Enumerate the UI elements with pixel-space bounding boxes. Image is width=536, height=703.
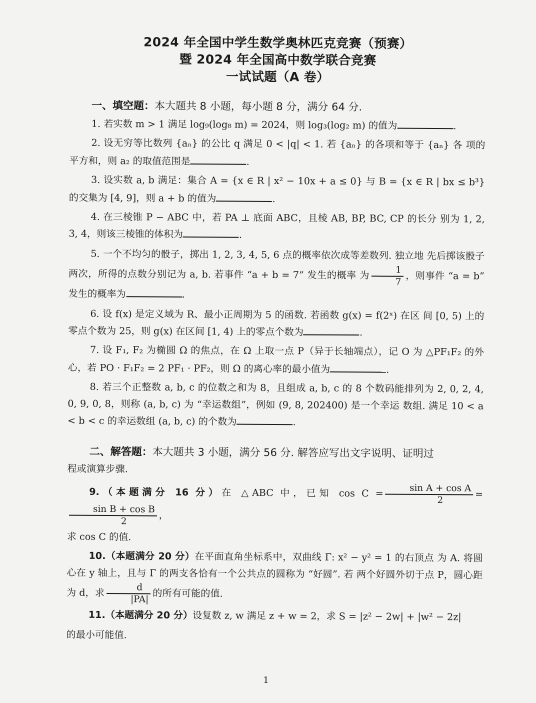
problem-11-cont — [66, 627, 482, 646]
problem-10-text-c-post: 的所有可能的值. — [152, 588, 223, 600]
problem-5-text-c-pre: 为 — [359, 270, 370, 282]
fraction-numerator: sin B + cos B — [69, 504, 157, 517]
answer-blank — [237, 414, 293, 425]
answer-blank — [126, 286, 182, 297]
fraction-denominator: 2 — [120, 516, 127, 528]
section-fill-in-desc: 本大题共 8 小题，每小题 8 分，满分 64 分. — [154, 100, 363, 114]
problem-8: 8. 若三个正整数 a, b, c 的位数之和为 8，且组成 a, b, c 的 8 个数码能排列为 2, 0, 2, 4, 0, 9, 0, 8，则称 (a, b, c) 为 “幸运数组”，例如 (9, 8, 202400) 是一个幸运 数组. 满足 10 < a < b < c 的幸运数组 (a, b, c) 的个数为 . — [67, 382, 484, 429]
problem-5-text-b: 先后掷该骰子两次，所得的点数分别记为 a, b. 若事件 “a + b = 7” 发生的概率 — [68, 250, 485, 282]
fraction-denominator: 2 — [437, 494, 444, 506]
section-solution-desc-cont — [67, 461, 483, 480]
problem-2-text-b: 项的平方和，则 a₂ 的取值范围是 — [69, 140, 486, 168]
answer-blank — [330, 361, 386, 372]
equals-sign: = — [475, 489, 484, 501]
section-solution-desc-2: 程或演算步骤. — [67, 463, 128, 475]
problem-6-text-b: 间 [0, 5) 上的零点个数为 25，则 g(x) 在区间 [1, 4) 上的零点个数为 — [68, 310, 485, 339]
problem-9-text-pre: 在 △ABC 中，已知 cos C = — [221, 487, 384, 500]
fraction — [69, 504, 157, 528]
problem-10-text-a: 在平面直角坐标系中，双曲线 Γ: x² − y² = 1 的右顶点 — [194, 551, 434, 565]
title-line-3: 一试试题（A 卷） — [225, 68, 330, 85]
problem-3: 3. 设实数 a, b 满足：集合 A = {x ∈ R | x² − 10x + a ≤ 0} 与 B = {x ∈ R | bx ≤ b³} 的交集为 [4, 9]，则 a + b 的值为 . — [68, 175, 486, 205]
answer-blank — [216, 190, 272, 201]
problem-7-text-a: 7. 设 F₁, F₂ 为椭圆 Ω 的焦点，在 Ω 上取一点 P（异于长轴端点），记 O 为 — [89, 345, 423, 359]
title-line-2: 暨 2024 年全国高中数学联合竞赛 — [179, 51, 377, 68]
fraction — [371, 265, 403, 288]
problem-3-text-a: 3. 设实数 a, b 满足：集合 A = {x ∈ R | x² − 10x + a ≤ 0} 与 B = {x ∈ R | bx ≤ b³} — [91, 175, 486, 189]
problem-8-text-a: 8. 若三个正整数 a, b, c 的位数之和为 8，且组成 a, b, c 的 8 个数码能排列为 — [89, 382, 434, 396]
problem-1-text: 1. 若实数 m > 1 满足 log₉(log₈ m) = 2024，则 log₃(log₂ m) 的值为 — [91, 118, 398, 132]
section-fill-in-title: 一、填空题： — [91, 99, 155, 113]
problem-5-text-c-post: ，则事件 “a = b” 发生的概率为 — [68, 271, 485, 301]
problem-7: 7. 设 F₁, F₂ 为椭圆 Ω 的焦点，在 Ω 上取一点 P（异于长轴端点），记 O 为 △PF₁F₂ 的外心，若 PO · F₁F₂ = 2 PF₁ · PF₂，则 Ω 的离心率的最小值为 . — [67, 345, 485, 376]
title-block — [70, 33, 486, 87]
problem-11-label: 11.（本题满分 20 分） — [88, 610, 193, 622]
problem-9-text-post: ， — [158, 510, 169, 522]
problem-11-text-b: 的最小可能值. — [66, 629, 127, 641]
section-fill-in-heading — [91, 98, 485, 116]
section-solution-title: 二、解答题： — [89, 445, 153, 458]
section-solution-desc: 本大题共 3 小题，满分 56 分. 解答应写出文字说明、证明过 — [152, 445, 434, 460]
problem-11 — [66, 608, 482, 627]
fraction-denominator: 7 — [395, 277, 402, 289]
fraction-numerator: sin A + cos A — [385, 483, 473, 496]
problem-9-cont — [67, 530, 483, 549]
fraction-denominator: |PA| — [130, 594, 149, 606]
problem-11-text-a: 设复数 z, w 满足 z + w = 2，求 S = |z² − 2w| + |w² − 2z| — [192, 610, 462, 624]
answer-blank — [190, 153, 246, 164]
problem-6: 6. 设 f(x) 是定义域为 R、最小正周期为 5 的函数. 若函数 g(x) = f(2ˣ) 在区 间 [0, 5) 上的零点个数为 25，则 g(x) 在区间 [1, 4) 上的零点个数为 . — [68, 308, 485, 339]
problem-5: 5. 一个不均匀的骰子，掷出 1, 2, 3, 4, 5, 6 点的概率依次成等差数列. 独立地 先后掷该骰子两次，所得的点数分别记为 a, b. 若事件 “a + b = 7” 发生的概率 为 $\frac{1}{7}$ ，则事件 “a = b” 发生的概率为 . — [68, 248, 485, 301]
problem-3-text-b: 的交集为 [4, 9]，则 a + b 的值为 — [68, 192, 217, 205]
fraction-numerator: d — [106, 582, 150, 594]
answer-blank — [183, 227, 239, 238]
title-line-1: 2024 年全国中学生数学奥林匹克竞赛（预赛） — [143, 34, 413, 51]
problem-9-label: 9.（本题满分 16 分） — [89, 486, 222, 499]
problem-2: 2. 设无穷等比数列 {aₙ} 的公比 q 满足 0 < |q| < 1. 若 {aₙ} 的各项和等于 {aₙ} 各 项的平方和，则 a₂ 的取值范围是 . — [69, 138, 486, 168]
problem-10-label: 10.（本题满分 20 分） — [88, 551, 195, 563]
problem-10-text-b: 为 A. 将圆心在 y 轴上，且与 Γ 的两支各恰有一个公共点的圆称为 “好圆”. 若 — [66, 553, 483, 581]
fraction-numerator: 1 — [371, 265, 403, 277]
problem-7-text-b: △PF₁F₂ 的外心，若 PO · F₁F₂ = 2 PF₁ · PF₂，则 Ω 的离心率的最小值为 — [67, 347, 485, 376]
problem-2-text-a: 2. 设无穷等比数列 {aₙ} 的公比 q 满足 0 < |q| < 1. 若 {aₙ} 的各项和等于 {aₙ} 各 — [91, 138, 463, 152]
problem-8-text-c: 数组. 满足 10 < a < b < c 的幸运数组 (a, b, c) 的个数为 — [67, 400, 484, 428]
section-solution-heading — [89, 443, 483, 461]
problem-8-text-b: 2, 0, 2, 4, 0, 9, 0, 8，则称 (a, b, c) 为 “幸运数组”，例如 (9, 8, 202400) 是一个幸运 — [67, 384, 484, 412]
fraction — [385, 483, 473, 507]
problem-9 — [67, 481, 483, 530]
problem-6-text-a: 6. 设 f(x) 是定义域为 R、最小正周期为 5 的函数. 若函数 g(x) = f(2ˣ) 在区 — [90, 308, 420, 322]
problem-4-text-b: 别为 1, 2, 3, 4，则该三棱锥的体积为 — [68, 214, 485, 241]
page-number: 1 — [263, 675, 269, 687]
answer-blank — [303, 324, 359, 335]
problem-10 — [66, 549, 482, 607]
problem-9-text-b: 求 cos C 的值. — [66, 531, 132, 544]
fraction — [106, 582, 150, 605]
problem-4-text-a: 4. 在三棱锥 P − ABC 中，若 PA ⊥ 底面 ABC，且棱 AB, BP, BC, CP 的长分 — [90, 211, 437, 226]
problem-10-text-c-pre: 两个好圆外切于点 P，圆心距为 d，求 — [66, 569, 483, 600]
problem-5-text-a: 5. 一个不均匀的骰子，掷出 1, 2, 3, 4, 5, 6 点的概率依次成等差数列. 独立地 — [90, 248, 424, 262]
problem-1: 1. 若实数 m > 1 满足 log₉(log₈ m) = 2024，则 log₃(log₂ m) 的值为 . — [91, 118, 457, 133]
problem-4: 4. 在三棱锥 P − ABC 中，若 PA ⊥ 底面 ABC，且棱 AB, BP, BC, CP 的长分 别为 1, 2, 3, 4，则该三棱锥的体积为 . — [68, 211, 485, 242]
answer-blank — [397, 118, 453, 129]
